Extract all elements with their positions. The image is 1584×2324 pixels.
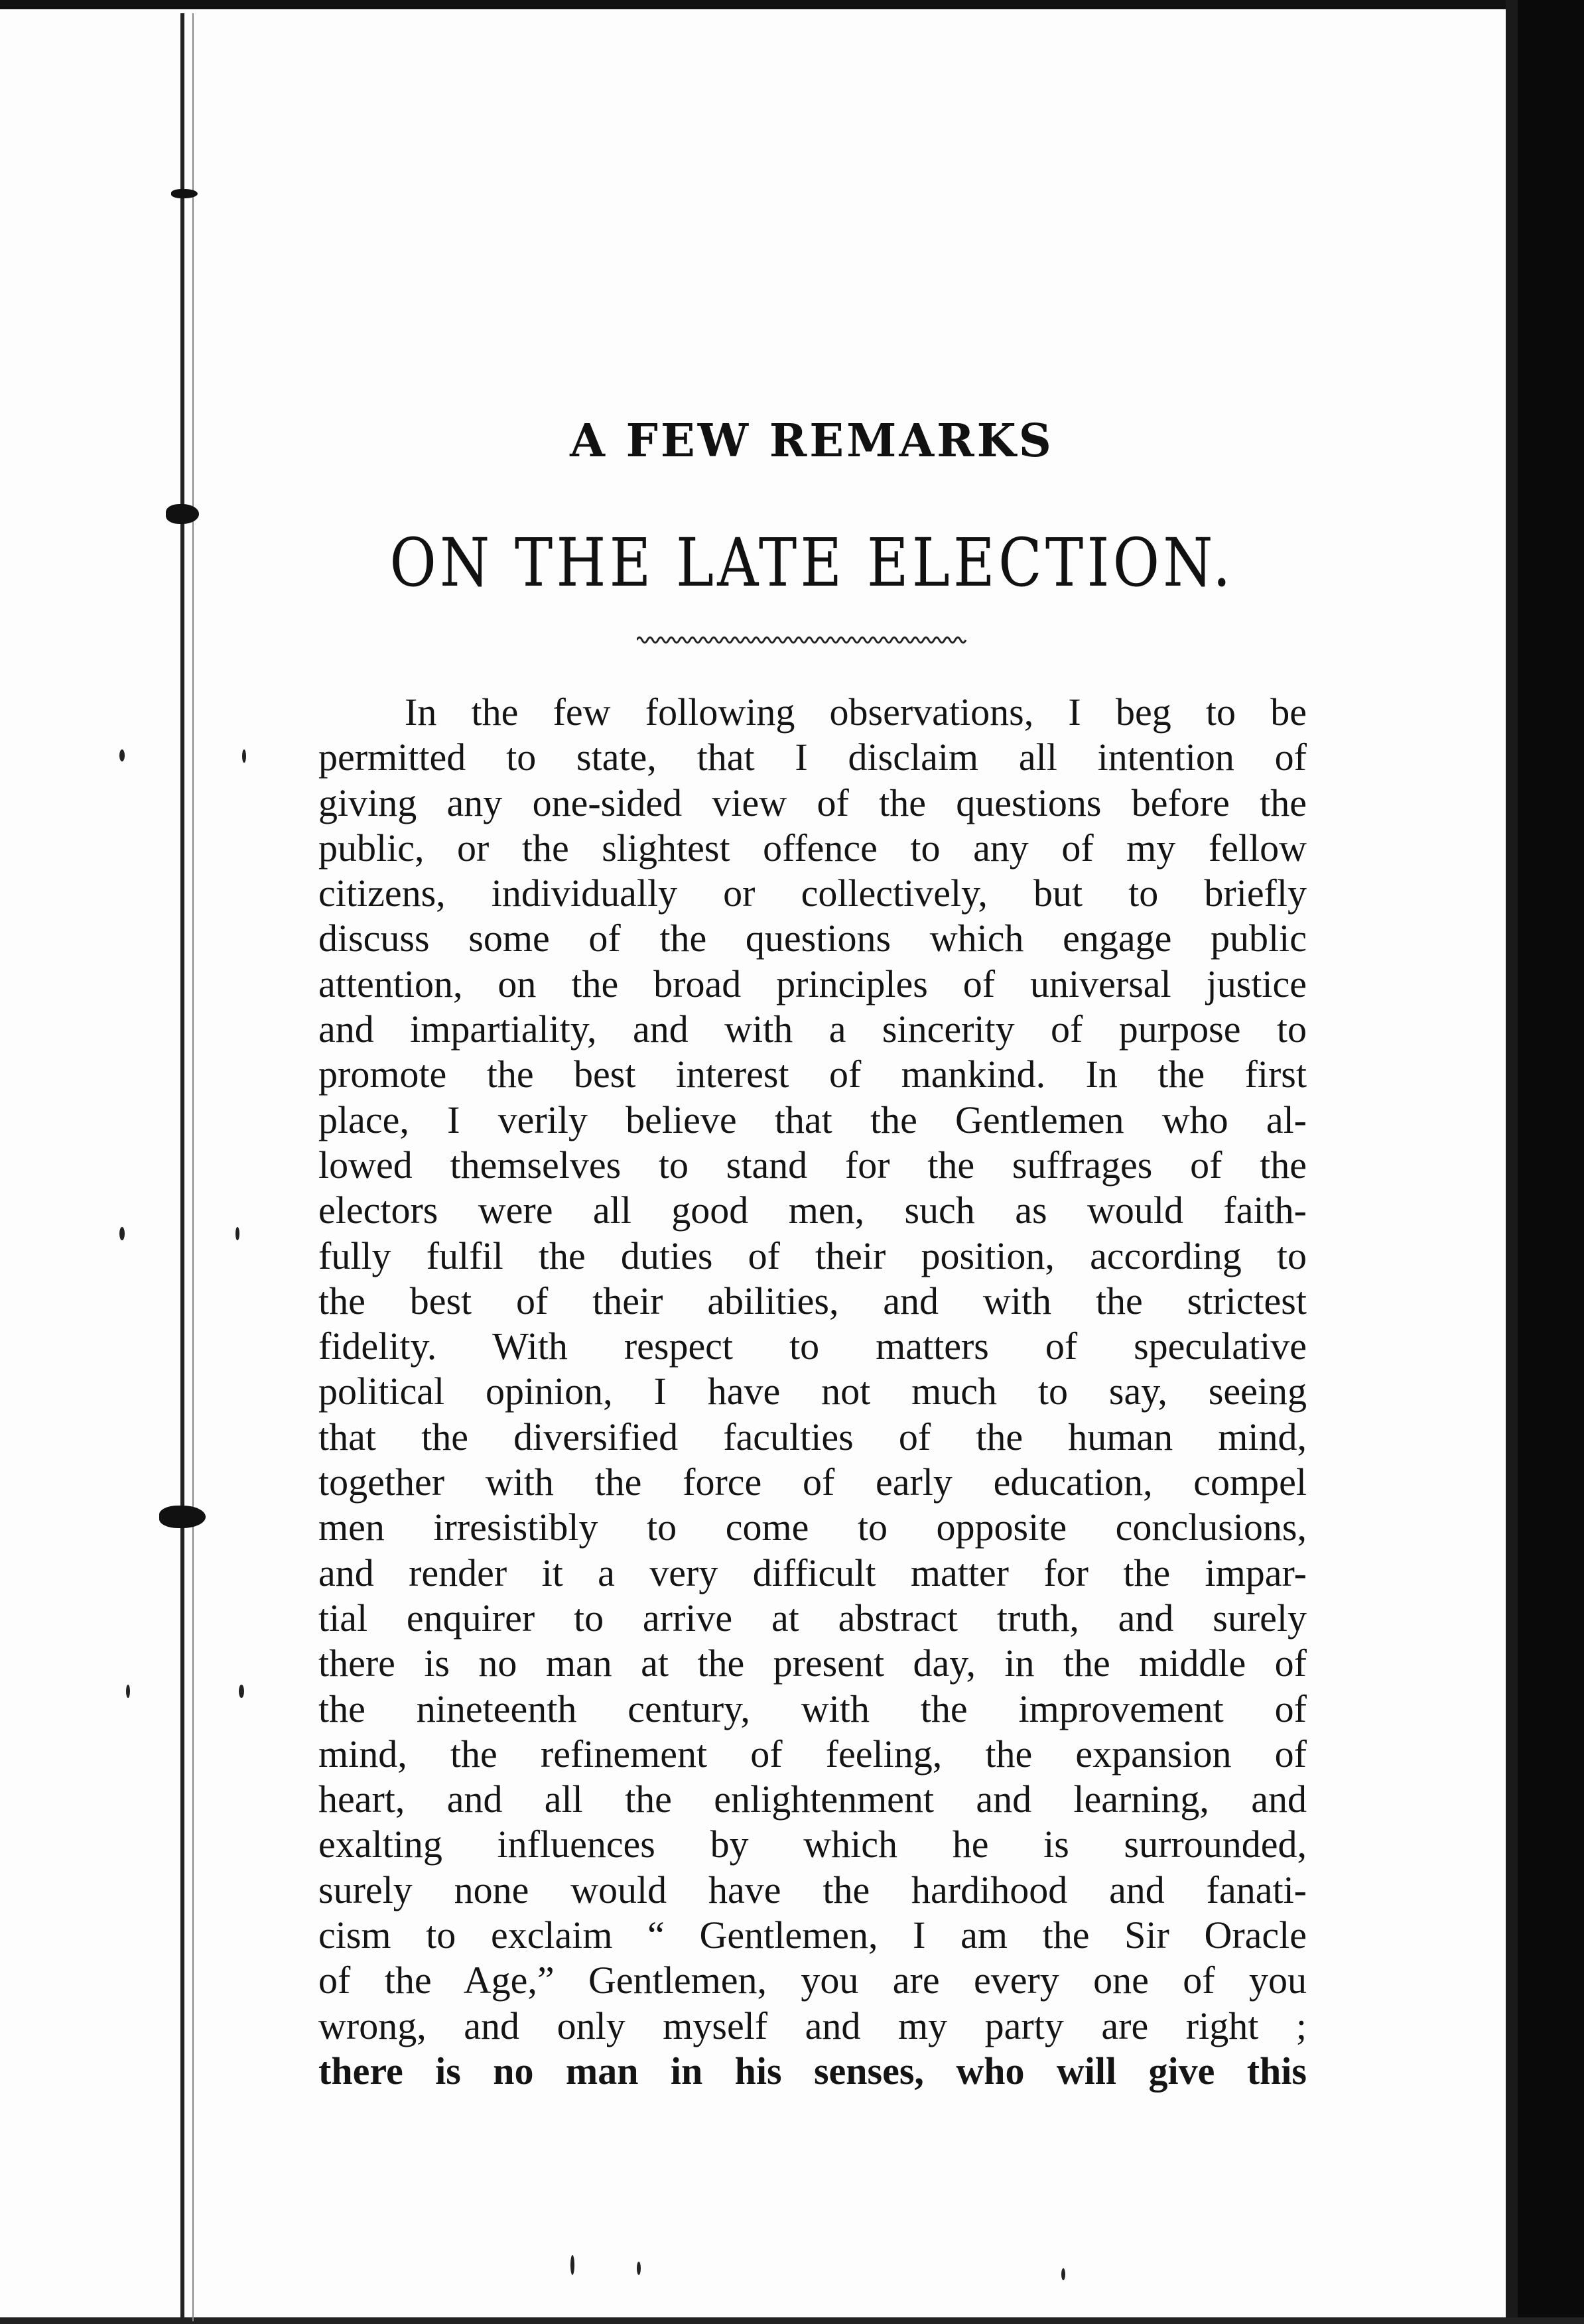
text-line: public, or the slightest offence to any of my fellow bbox=[318, 826, 1307, 870]
scan-right-edge bbox=[1518, 0, 1584, 2324]
title-line-2: ON THE LATE ELECTION. bbox=[389, 524, 1234, 602]
text-line: exalting influences by which he is surrounded, bbox=[318, 1823, 1307, 1866]
margin-mark bbox=[126, 1685, 130, 1698]
text-line: there is no man at the present day, in the middle of bbox=[318, 1642, 1307, 1685]
text-line: lowed themselves to stand for the suffrages of the bbox=[318, 1143, 1307, 1187]
text-line: mind, the refinement of feeling, the expansion of bbox=[318, 1732, 1307, 1775]
text-line: discuss some of the questions which engage public bbox=[318, 917, 1307, 960]
text-line: the best of their abilities, and with the strictest bbox=[318, 1279, 1307, 1323]
text-line: fully fulfil the duties of their position, according to bbox=[318, 1234, 1307, 1277]
margin-mark bbox=[242, 749, 246, 763]
margin-mark bbox=[239, 1685, 244, 1698]
text-line: promote the best interest of mankind. In the first bbox=[318, 1053, 1307, 1096]
binding-line-shadow bbox=[192, 13, 194, 2321]
text-line: political opinion, I have not much to say, seeing bbox=[318, 1370, 1307, 1413]
text-line: attention, on the broad principles of universal justice bbox=[318, 962, 1307, 1005]
binding-stitch bbox=[171, 189, 198, 198]
margin-mark bbox=[1061, 2268, 1065, 2280]
text-line: place, I verily believe that the Gentlemen who al- bbox=[318, 1098, 1307, 1141]
text-line: and render it a very difficult matter for the impar- bbox=[318, 1551, 1307, 1594]
text-line: surely none would have the hardihood and fanati- bbox=[318, 1868, 1307, 1911]
text-line: citizens, individually or collectively, but to briefly bbox=[318, 871, 1307, 915]
scan-bottom-edge bbox=[0, 2317, 1584, 2324]
text-line: heart, and all the enlightenment and learning, and bbox=[318, 1777, 1307, 1821]
text-line: wrong, and only myself and my party are right ; bbox=[318, 2004, 1307, 2047]
text-line: tial enquirer to arrive at abstract truth, and surely bbox=[318, 1596, 1307, 1640]
text-line: In the few following observations, I beg to be bbox=[405, 690, 1307, 734]
binding-stitch bbox=[159, 1506, 206, 1528]
text-line: giving any one-sided view of the questions before the bbox=[318, 781, 1307, 824]
text-line: of the Age,” Gentlemen, you are every one of you bbox=[318, 1959, 1307, 2002]
text-line: there is no man in his senses, who will give this bbox=[318, 2049, 1307, 2093]
text-line: that the diversified faculties of the human mind, bbox=[318, 1415, 1307, 1458]
text-line: the nineteenth century, with the improvement of bbox=[318, 1687, 1307, 1730]
scan-top-edge bbox=[0, 0, 1584, 9]
margin-mark bbox=[637, 2262, 641, 2275]
margin-mark bbox=[119, 1227, 125, 1240]
text-line: together with the force of early education, compel bbox=[318, 1460, 1307, 1504]
wavy-divider bbox=[637, 633, 968, 647]
text-line: cism to exclaim “ Gentlemen, I am the Sir Oracle bbox=[318, 1913, 1307, 1957]
margin-mark bbox=[235, 1227, 239, 1240]
text-line: and impartiality, and with a sincerity of purpose to bbox=[318, 1007, 1307, 1051]
text-line: electors were all good men, such as would faith- bbox=[318, 1189, 1307, 1232]
body-text bbox=[318, 690, 1307, 2094]
title-line-1: A FEW REMARKS bbox=[570, 415, 1054, 468]
text-line: men irresistibly to come to opposite conclusions, bbox=[318, 1506, 1307, 1549]
text-line: permitted to state, that I disclaim all intention of bbox=[318, 736, 1307, 779]
binding-stitch bbox=[166, 504, 199, 524]
text-line: fidelity. With respect to matters of speculative bbox=[318, 1324, 1307, 1368]
margin-mark bbox=[570, 2255, 574, 2275]
margin-mark bbox=[119, 749, 125, 761]
binding-line bbox=[180, 13, 184, 2321]
scan-right-shadow bbox=[1506, 0, 1518, 2324]
